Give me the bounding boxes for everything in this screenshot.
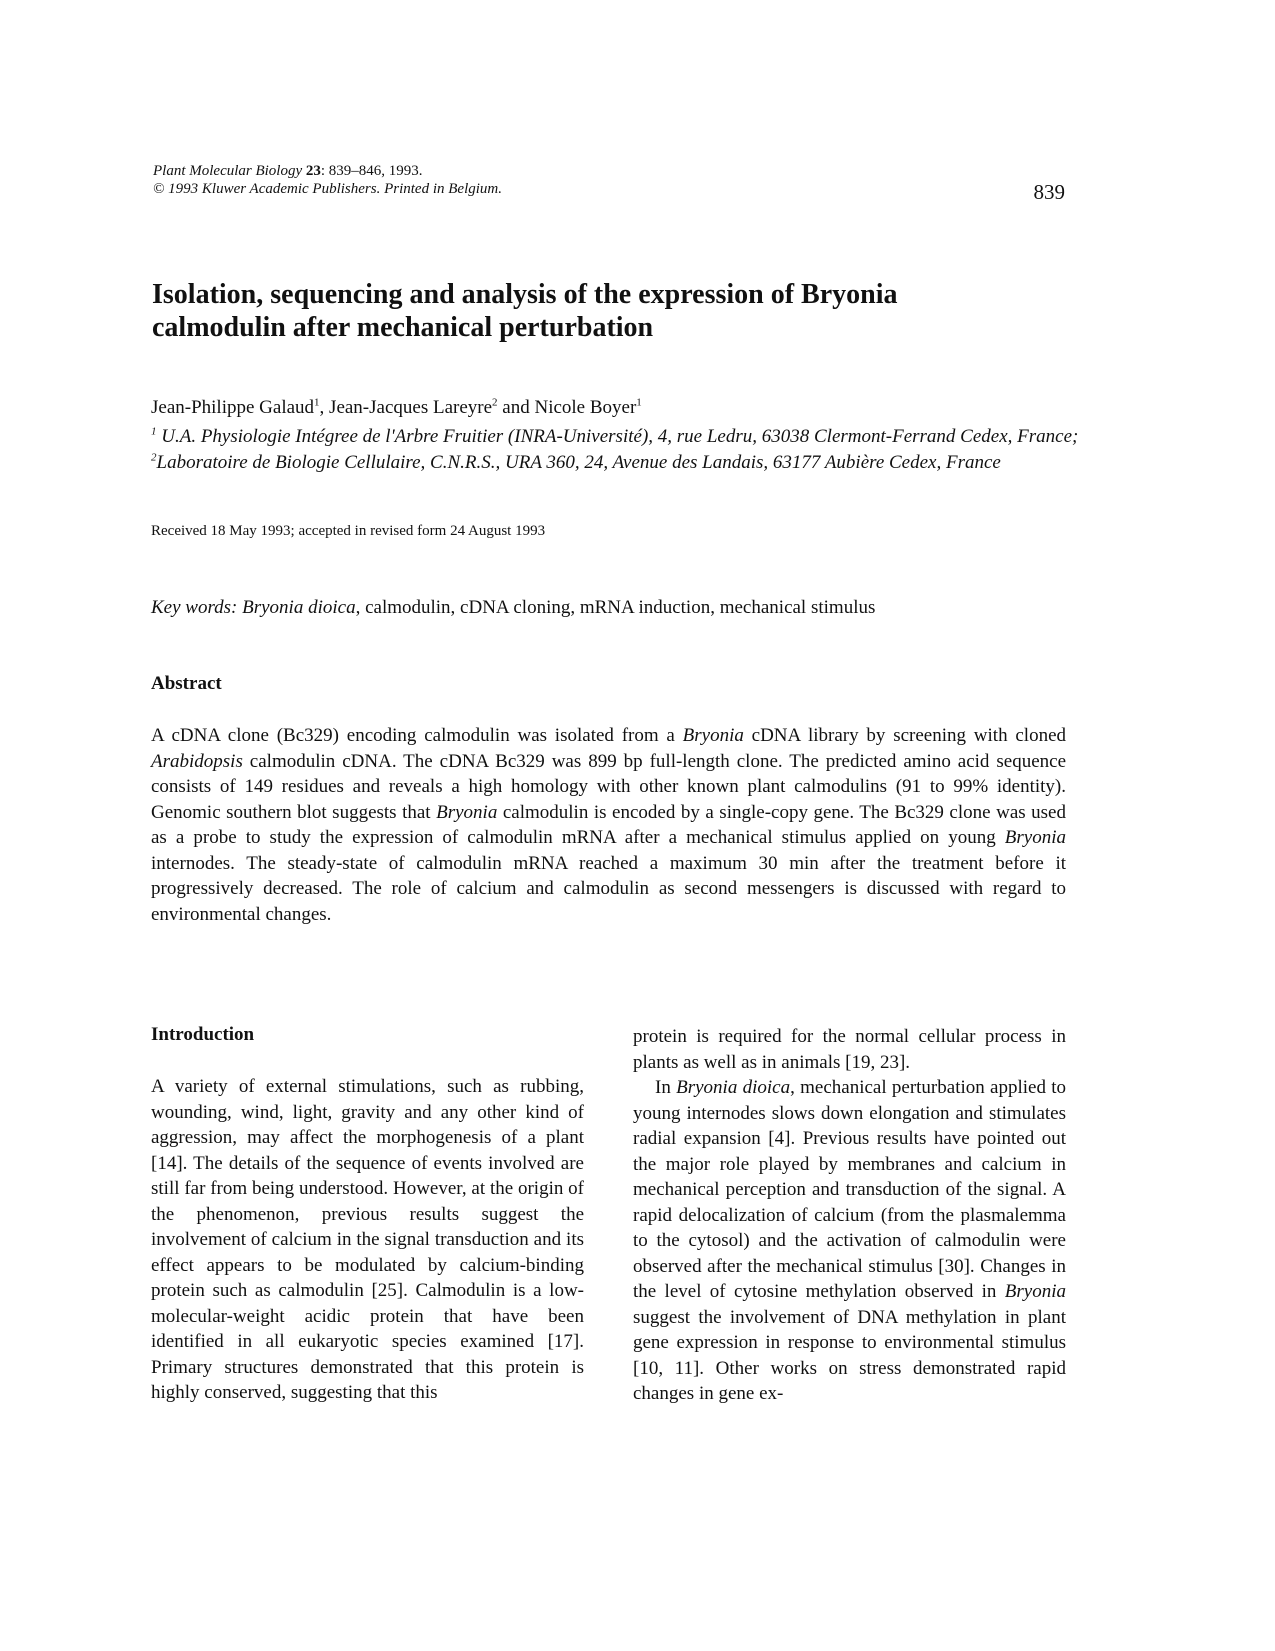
- article-title: [152, 278, 1072, 344]
- abstract-italic-term: Bryonia: [682, 725, 744, 746]
- author-2-affiliation-mark: 2: [492, 396, 498, 409]
- affiliation-1-mark: 1: [151, 425, 157, 438]
- intro-segment: suggest the involvement of DNA methylation in plant gene expression in response to environmental stimulus [10, 11]. Other works on stress demonstrated rapid changes in gene ex-: [633, 1306, 1066, 1404]
- intro-segment: , mechanical perturbation applied to young internodes slows down elongation and stimulates radial expansion [4]. Previous results have pointed out the major role played by membranes and calcium in mechanical perception and transduction of the signal. A rapid delocalization of calcium (from the plasmalemma to the cytosol) and the activation of calmodulin were observed after the mechanical stimulus [30]. Changes in the level of cytosine methylation observed in: [633, 1077, 1067, 1302]
- abstract-italic-term: Bryonia: [1004, 827, 1066, 848]
- title-line-2: calmodulin after mechanical perturbation: [152, 312, 654, 343]
- abstract-italic-term: Arabidopsis: [151, 750, 243, 772]
- author-3: Nicole Boyer: [534, 397, 637, 418]
- intro-paragraph-2: [633, 1075, 1066, 1407]
- keywords-label: Key words:: [151, 597, 238, 618]
- intro-paragraph-1: A variety of external stimulations, such as rubbing, wounding, wind, light, gravity and any other kind of aggression, may affect the morphogenesis of a plant [14]. The details of the sequence of events involved are still far from being understood. However, at the origin of the phenomenon, previous results suggest the involvement of calcium in the signal transduction and its effect appears to be modulated by calcium-binding protein such as calmodulin [25]. Calmodulin is a low-molecular-weight acidic protein that have been identified in all eukaryotic species examined [17]. Primary structures demonstrated that this protein is highly conserved, suggesting that this: [151, 1076, 584, 1403]
- affiliations: [151, 424, 1081, 476]
- copyright-line: © 1993 Kluwer Academic Publishers. Printed in Belgium.: [153, 181, 502, 197]
- received-dates: Received 18 May 1993; accepted in revised form 24 August 1993: [151, 523, 546, 539]
- journal-line: [153, 162, 502, 180]
- author-1-affiliation-mark: 1: [314, 396, 320, 409]
- right-column: [633, 1024, 1066, 1407]
- affiliation-2: Laboratoire de Biologie Cellulaire, C.N.R.S., URA 360, 24, Avenue des Landais, 63177 Aubière Cedex, France: [156, 452, 1001, 473]
- abstract-segment: calmodulin cDNA. The cDNA Bc329 was 899 bp full-length clone. The predicted amino acid sequence consists of 149 residues and reveals a high homology with other known plant calmodulins (91 to 99% identity). Genomic southern blot suggests that: [151, 750, 1066, 823]
- keywords: [151, 597, 875, 619]
- intro-paragraph-1-continued: protein is required for the normal cellular process in plants as well as in animals [19, 23].: [633, 1026, 1066, 1073]
- keywords-list: , calmodulin, cDNA cloning, mRNA induction, mechanical stimulus: [355, 597, 876, 618]
- abstract-text: [151, 723, 1066, 927]
- journal-volume: 23: [305, 163, 321, 179]
- journal-citation: [153, 162, 502, 198]
- abstract-heading: Abstract: [151, 673, 222, 694]
- affiliation-2-mark: 2: [151, 451, 157, 464]
- abstract-segment: calmodulin is encoded by a single-copy gene. The Bc329 clone was used as a probe to study the expression of calmodulin mRNA after a mechanical stimulus applied on young: [151, 801, 1066, 848]
- author-1: Jean-Philippe Galaud: [151, 397, 315, 418]
- abstract-segment: cDNA library by screening with cloned: [743, 725, 1066, 746]
- introduction-heading: Introduction: [151, 1024, 255, 1045]
- author-separator: ,: [319, 397, 330, 418]
- abstract-segment: A cDNA clone (Bc329) encoding calmodulin was isolated from a: [151, 725, 683, 746]
- intro-italic-term: Bryonia dioica: [676, 1077, 791, 1098]
- title-line-1: Isolation, sequencing and analysis of the expression of Bryonia: [152, 279, 898, 310]
- journal-pages-year: : 839–846, 1993.: [320, 163, 423, 179]
- intro-segment: In: [655, 1077, 677, 1098]
- keywords-species: Bryonia dioica: [242, 597, 356, 618]
- affiliation-1: U.A. Physiologie Intégree de l'Arbre Fruitier (INRA-Université), 4, rue Ledru, 63038 Clermont-Ferrand Cedex, France;: [161, 426, 1079, 447]
- journal-name: Plant Molecular Biology: [153, 163, 303, 179]
- page-number: 839: [1033, 180, 1065, 204]
- abstract-italic-term: Bryonia: [436, 801, 498, 823]
- author-2: Jean-Jacques Lareyre: [329, 397, 493, 418]
- abstract-segment: internodes. The steady-state of calmodulin mRNA reached a maximum 30 min after the treatment before it progressively decreased. The role of calcium and calmodulin as second messengers is discussed with regard to environmental changes.: [151, 852, 1066, 925]
- intro-italic-term: Bryonia: [1004, 1281, 1066, 1302]
- author-separator: and: [497, 397, 535, 418]
- left-column: [151, 1074, 584, 1406]
- author-list: [151, 397, 1071, 419]
- author-3-affiliation-mark: 1: [636, 396, 642, 409]
